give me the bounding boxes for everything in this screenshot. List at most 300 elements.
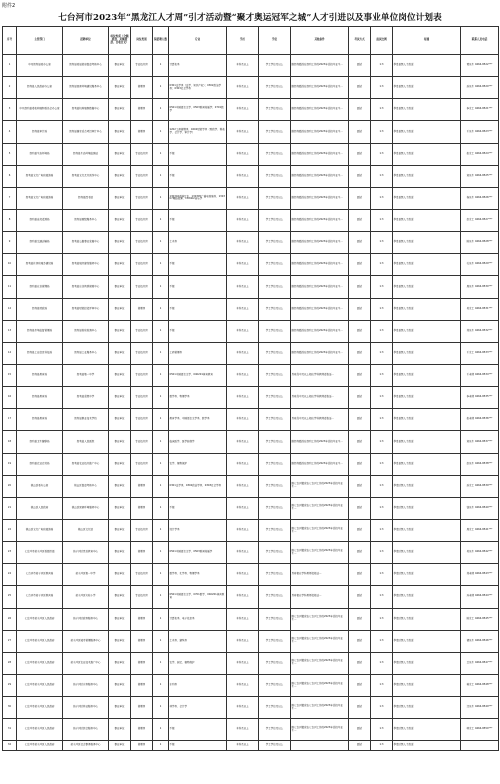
cell-row-number: 29 xyxy=(3,674,17,696)
cell-unit-type: 事业单位 xyxy=(109,99,131,121)
cell-department: 勃利县工业信息科技局 xyxy=(17,342,63,364)
cell-education: 本科及以上 xyxy=(227,209,259,231)
cell-benefits: 享受县级人才政策 xyxy=(393,364,461,386)
cell-unit-type: 事业单位 xyxy=(109,254,131,276)
cell-education: 本科及以上 xyxy=(227,320,259,342)
cell-unit-type: 事业单位 xyxy=(109,741,131,751)
cell-degree: 学士学位及以上 xyxy=(259,564,291,586)
cell-department: 七台河市茄子河区人民政府 xyxy=(17,741,63,751)
cell-unit-type: 事业单位 xyxy=(109,431,131,453)
cell-row-number: 6 xyxy=(3,165,17,187)
cell-interview-ratio: 1:3 xyxy=(371,55,393,77)
cell-exam-method: 面试 xyxy=(349,586,371,608)
cell-position-type: 管理岗 xyxy=(131,298,153,320)
cell-department: 勃利县教育局 xyxy=(17,387,63,409)
cell-major: 数学类、物理学类 xyxy=(169,387,227,409)
cell-row-number: 18 xyxy=(3,431,17,453)
cell-contact: 张女士 0464-8524*** xyxy=(461,143,499,165)
cell-employer: 勃利县营商环境建设服务中心 xyxy=(63,77,109,99)
column-header: 拟招聘人数 xyxy=(153,27,169,55)
cell-position-type: 专业技术岗 xyxy=(131,165,153,187)
cell-position-type: 管理岗 xyxy=(131,608,153,630)
cell-degree: 学士学位及以上 xyxy=(259,719,291,741)
cell-position-type: 专业技术岗 xyxy=(131,320,153,342)
cell-department: 七台河市茄子河区人民政府 xyxy=(17,630,63,652)
cell-degree: 学士学位及以上 xyxy=(259,431,291,453)
cell-department: 七台河市茄子河区教育局 xyxy=(17,564,63,586)
cell-contact: 郑老师 0464-8543*** xyxy=(461,564,499,586)
cell-contact xyxy=(461,741,499,751)
cell-unit-type: 事业单位 xyxy=(109,608,131,630)
cell-department: 七台河市茄子河区人民政府 xyxy=(17,608,63,630)
cell-exam-method: 面试 xyxy=(349,187,371,209)
cell-department: 勃利县农业农村局 xyxy=(17,453,63,475)
cell-contact: 郑先生 0464-8532*** xyxy=(461,320,499,342)
cell-exam-method: 面试 xyxy=(349,697,371,719)
cell-department: 勃利县教育局 xyxy=(17,364,63,386)
cell-hire-count: 1 xyxy=(153,409,169,431)
cell-employer: 勃利县公路事业发展中心 xyxy=(63,232,109,254)
cell-employer: 茄子河区综合服务中心 xyxy=(63,719,109,741)
cell-education: 本科及以上 xyxy=(227,165,259,187)
table-row xyxy=(3,542,499,564)
column-header: 面试比例 xyxy=(371,27,393,55)
cell-employer: 勃利县国家重点项目审计中心 xyxy=(63,121,109,143)
cell-education: 本科及以上 xyxy=(227,298,259,320)
cell-degree: 学士学位及以上 xyxy=(259,320,291,342)
cell-major: 农学、园艺、植物保护 xyxy=(169,652,227,674)
cell-employer: 勃利县图书馆 xyxy=(63,187,109,209)
cell-hire-count: 1 xyxy=(153,165,169,187)
cell-position-type: 管理岗 xyxy=(131,542,153,564)
cell-benefits: 享受县级人才政策 xyxy=(393,99,461,121)
cell-other-requirements: 限七台河籍或在七台河工作的2023年高校毕业生... xyxy=(291,719,349,741)
column-header: 联系人及电话 xyxy=(461,27,499,55)
table-row xyxy=(3,254,499,276)
cell-benefits: 享受县级人才政策 xyxy=(393,409,461,431)
cell-hire-count: 1 xyxy=(153,121,169,143)
cell-interview-ratio: 1:3 xyxy=(371,298,393,320)
cell-major: 0501中国语言文学、0503新闻传播学 xyxy=(169,542,227,564)
cell-degree: 学士学位及以上 xyxy=(259,165,291,187)
cell-position-type: 管理岗 xyxy=(131,697,153,719)
cell-position-type: 管理岗 xyxy=(131,719,153,741)
cell-hire-count: 1 xyxy=(153,364,169,386)
cell-interview-ratio: 1:3 xyxy=(371,630,393,652)
cell-row-number: 30 xyxy=(3,697,17,719)
cell-position-type: 专业技术岗 xyxy=(131,519,153,541)
cell-interview-ratio: 1:3 xyxy=(371,143,393,165)
cell-benefits: 享受县级人才政策 xyxy=(393,342,461,364)
cell-major: 不限 xyxy=(169,276,227,298)
column-header: 其他条件 xyxy=(291,27,349,55)
cell-employer: 茄子河区政务服务中心 xyxy=(63,608,109,630)
cell-position-type: 专业技术岗 xyxy=(131,342,153,364)
cell-department: 勃利县应急管理局 xyxy=(17,276,63,298)
cell-benefits: 享受县级人才政策 xyxy=(393,121,461,143)
cell-education: 本科及以上 xyxy=(227,387,259,409)
cell-education: 本科及以上 xyxy=(227,187,259,209)
cell-interview-ratio: 1:3 xyxy=(371,320,393,342)
cell-major: 不限 xyxy=(169,298,227,320)
cell-employer: 勃利县测绘服务中心 xyxy=(63,209,109,231)
cell-unit-type: 事业单位 xyxy=(109,475,131,497)
cell-exam-method: 面试 xyxy=(349,342,371,364)
cell-unit-type: 事业单位 xyxy=(109,497,131,519)
cell-major: 0301法学类（法学、知识产权）；0302政治学类；0303社会学类 xyxy=(169,77,227,99)
cell-row-number: 3 xyxy=(3,99,17,121)
cell-row-number: 31 xyxy=(3,719,17,741)
cell-degree: 学士学位及以上 xyxy=(259,453,291,475)
cell-hire-count: 1 xyxy=(153,77,169,99)
cell-benefits: 享受县级人才政策 xyxy=(393,254,461,276)
cell-other-requirements: 限勃利籍或在勃利工作的2023年高校毕业生... xyxy=(291,298,349,320)
cell-employer: 桃山区文化馆 xyxy=(63,519,109,541)
cell-major: 130302表演艺术、130305广播电视编导、130307舞蹈表演、130402音乐学 xyxy=(169,187,227,209)
cell-benefits: 享受区级人才政策 xyxy=(393,719,461,741)
cell-employer: 勃利县高级中学 xyxy=(63,387,109,409)
cell-position-type: 专业技术岗 xyxy=(131,254,153,276)
cell-employer: 勃利县财政投资评审中心 xyxy=(63,298,109,320)
cell-row-number: 14 xyxy=(3,342,17,364)
cell-contact: 冯老师 0464-8544*** xyxy=(461,586,499,608)
cell-other-requirements: 限勃利籍或在勃利工作的2023年高校毕业生... xyxy=(291,232,349,254)
cell-hire-count: 1 xyxy=(153,99,169,121)
cell-employer: 勃利县委县政府督查考核中心 xyxy=(63,55,109,77)
cell-interview-ratio: 1:3 xyxy=(371,99,393,121)
cell-other-requirements: 限七台河籍或在七台河工作的2023年高校毕业生... xyxy=(291,652,349,674)
cell-other-requirements: 限勃利籍或在勃利工作的2023年高校毕业生... xyxy=(291,187,349,209)
cell-degree: 学士学位及以上 xyxy=(259,209,291,231)
cell-position-type: 管理岗 xyxy=(131,652,153,674)
table-row xyxy=(3,431,499,453)
cell-position-type: 专业技术岗 xyxy=(131,209,153,231)
table-row xyxy=(3,719,499,741)
cell-degree: 学士学位及以上 xyxy=(259,77,291,99)
cell-row-number: 9 xyxy=(3,232,17,254)
table-row xyxy=(3,674,499,696)
cell-degree: 学士学位及以上 xyxy=(259,497,291,519)
table-row xyxy=(3,165,499,187)
table-row xyxy=(3,121,499,143)
cell-interview-ratio: 1:3 xyxy=(371,497,393,519)
cell-other-requirements: 具有高中及以上相应学科教师资格证... xyxy=(291,364,349,386)
cell-employer: 茄子河区实验小学 xyxy=(63,586,109,608)
cell-exam-method: 面试 xyxy=(349,276,371,298)
cell-other-requirements: 限勃利籍或在勃利工作的2023年高校毕业生... xyxy=(291,209,349,231)
cell-employer: 勃利县检验检测中心 xyxy=(63,320,109,342)
cell-employer: 茄子河区林业服务中心 xyxy=(63,697,109,719)
cell-exam-method: 面试 xyxy=(349,165,371,187)
cell-interview-ratio: 1:3 xyxy=(371,475,393,497)
cell-employer: 勃利县人民医院 xyxy=(63,431,109,453)
cell-contact: 王女士 0464-8533*** xyxy=(461,342,499,364)
cell-contact: 钱先生 0464-8540*** xyxy=(461,497,499,519)
cell-benefits: 享受县级人才政策 xyxy=(393,143,461,165)
cell-row-number: 8 xyxy=(3,209,17,231)
cell-unit-type: 事业单位 xyxy=(109,77,131,99)
cell-education: 本科及以上 xyxy=(227,342,259,364)
cell-other-requirements: 限勃利籍或在勃利工作的2023年高校毕业生... xyxy=(291,55,349,77)
cell-hire-count: 1 xyxy=(153,564,169,586)
table-row xyxy=(3,364,499,386)
cell-employer: 勃利县城市建设服务中心 xyxy=(63,254,109,276)
cell-department: 勃利县交通运输局 xyxy=(17,232,63,254)
cell-benefits: 享受县级人才政策 xyxy=(393,320,461,342)
cell-position-type: 管理岗 xyxy=(131,99,153,121)
cell-department: 七台河市茄子河区人民政府 xyxy=(17,652,63,674)
cell-unit-type: 事业单位 xyxy=(109,276,131,298)
cell-hire-count: 1 xyxy=(153,298,169,320)
cell-exam-method: 面试 xyxy=(349,409,371,431)
table-row xyxy=(3,630,499,652)
cell-employer: 茄子河区农业技术推广中心 xyxy=(63,652,109,674)
cell-major: 不限 xyxy=(169,254,227,276)
cell-major: 0501中国语言文学、0503新闻传播学；0701数学 xyxy=(169,99,227,121)
table-row xyxy=(3,232,499,254)
cell-row-number: 10 xyxy=(3,254,17,276)
cell-unit-type: 事业单位 xyxy=(109,320,131,342)
cell-interview-ratio: 1:3 xyxy=(371,697,393,719)
cell-other-requirements: 限勃利籍或在勃利工作的2023年高校毕业生... xyxy=(291,431,349,453)
cell-position-type: 管理岗 xyxy=(131,630,153,652)
table-row xyxy=(3,143,499,165)
cell-education: 本科及以上 xyxy=(227,741,259,751)
cell-interview-ratio: 1:3 xyxy=(371,409,393,431)
cell-exam-method: 面试 xyxy=(349,298,371,320)
cell-exam-method: 面试 xyxy=(349,320,371,342)
cell-contact: 赵女士 0464-8527*** xyxy=(461,209,499,231)
cell-exam-method: 面试 xyxy=(349,387,371,409)
cell-other-requirements: 具有相应学科教师资格证... xyxy=(291,564,349,586)
cell-exam-method: 面试 xyxy=(349,77,371,99)
cell-department: 七台河市茄子河区教育局 xyxy=(17,586,63,608)
cell-interview-ratio: 1:3 xyxy=(371,431,393,453)
cell-contact: 刘先生 0464-8537*** xyxy=(461,431,499,453)
cell-row-number: 28 xyxy=(3,652,17,674)
cell-exam-method: 面试 xyxy=(349,364,371,386)
cell-degree: 学士学位及以上 xyxy=(259,232,291,254)
cell-row-number: 23 xyxy=(3,542,17,564)
cell-benefits: 享受区级人才政策 xyxy=(393,697,461,719)
table-row xyxy=(3,475,499,497)
cell-major: 不限 xyxy=(169,143,227,165)
cell-interview-ratio: 1:3 xyxy=(371,519,393,541)
cell-row-number: 11 xyxy=(3,276,17,298)
column-header: 招聘单位 xyxy=(63,27,109,55)
cell-position-type: 专业技术岗 xyxy=(131,409,153,431)
table-row xyxy=(3,564,499,586)
cell-hire-count: 1 xyxy=(153,652,169,674)
cell-unit-type: 事业单位 xyxy=(109,542,131,564)
table-row xyxy=(3,497,499,519)
cell-exam-method: 面试 xyxy=(349,475,371,497)
cell-department: 勃利县住房和城乡建设局 xyxy=(17,254,63,276)
cell-major: 土木类、建筑类 xyxy=(169,630,227,652)
cell-exam-method: 面试 xyxy=(349,232,371,254)
cell-contact: 卫先生 0464-8547*** xyxy=(461,652,499,674)
cell-contact: 沈先生 0464-8549*** xyxy=(461,697,499,719)
cell-contact: 褚先生 0464-8546*** xyxy=(461,630,499,652)
cell-education: 本科及以上 xyxy=(227,276,259,298)
cell-hire-count: 1 xyxy=(153,586,169,608)
cell-employer: 勃利县工业服务中心 xyxy=(63,342,109,364)
cell-other-requirements: 限七台河籍或在七台河工作的2023年高校毕业生... xyxy=(291,608,349,630)
cell-education: 本科及以上 xyxy=(227,586,259,608)
cell-exam-method: 面试 xyxy=(349,652,371,674)
cell-major: 计算机类、电子信息类 xyxy=(169,608,227,630)
cell-contact: 孙女士 0464-8539*** xyxy=(461,475,499,497)
cell-exam-method: 面试 xyxy=(349,453,371,475)
table-row xyxy=(3,652,499,674)
cell-position-type: 专业技术岗 xyxy=(131,586,153,608)
cell-row-number: 15 xyxy=(3,364,17,386)
cell-hire-count: 1 xyxy=(153,431,169,453)
cell-major: 不限 xyxy=(169,209,227,231)
cell-row-number: 5 xyxy=(3,143,17,165)
cell-education: 本科及以上 xyxy=(227,121,259,143)
cell-department: 勃利县文化广电和旅游局 xyxy=(17,187,63,209)
cell-benefits: 享受区级人才政策 xyxy=(393,652,461,674)
cell-department: 勃利县自然资源局 xyxy=(17,209,63,231)
cell-hire-count: 1 xyxy=(153,320,169,342)
cell-other-requirements: 限勃利籍或在勃利工作的2023年高校毕业生... xyxy=(291,342,349,364)
table-row xyxy=(3,99,499,121)
cell-other-requirements: 限七台河籍或在七台河工作的2023年高校毕业生... xyxy=(291,519,349,541)
cell-row-number: 21 xyxy=(3,497,17,519)
cell-major: 土木类 xyxy=(169,232,227,254)
table-row xyxy=(3,453,499,475)
cell-exam-method: 面试 xyxy=(349,741,371,751)
cell-interview-ratio: 1:3 xyxy=(371,342,393,364)
cell-degree: 学士学位及以上 xyxy=(259,475,291,497)
cell-other-requirements: 限七台河籍或在七台河工作的2023年高校毕业生... xyxy=(291,475,349,497)
cell-employer: 勃利县职业技术学校 xyxy=(63,409,109,431)
cell-degree: 学士学位及以上 xyxy=(259,364,291,386)
cell-benefits: 享受区级人才政策 xyxy=(393,630,461,652)
column-header: 岗位类别 xyxy=(131,27,153,55)
cell-major: 0501中国语言文学、040201体育教育 xyxy=(169,364,227,386)
cell-department: 七台河市茄子河区人民政府 xyxy=(17,697,63,719)
cell-exam-method: 面试 xyxy=(349,719,371,741)
cell-benefits: 享受县级人才政策 xyxy=(393,77,461,99)
cell-benefits: 享受县级人才政策 xyxy=(393,55,461,77)
cell-major: 不限 xyxy=(169,741,227,751)
cell-other-requirements: 限勃利籍或在勃利工作的2023年高校毕业生... xyxy=(291,254,349,276)
cell-major: 工商管理类 xyxy=(169,342,227,364)
cell-major: 0501中国语言文学、0701数学、040201体育教育 xyxy=(169,586,227,608)
cell-unit-type: 事业单位 xyxy=(109,453,131,475)
cell-hire-count: 1 xyxy=(153,608,169,630)
cell-major: 水利类 xyxy=(169,674,227,696)
cell-contact: 蒋女士 0464-8548*** xyxy=(461,674,499,696)
cell-degree: 学士学位及以上 xyxy=(259,276,291,298)
cell-hire-count: 1 xyxy=(153,209,169,231)
column-header: 学历 xyxy=(227,27,259,55)
cell-department: 勃利县人民政府办公室 xyxy=(17,77,63,99)
cell-position-type: 专业技术岗 xyxy=(131,276,153,298)
cell-position-type: 专业技术岗 xyxy=(131,431,153,453)
cell-unit-type: 事业单位 xyxy=(109,674,131,696)
cell-other-requirements: 限七台河籍或在七台河工作的2023年高校毕业生... xyxy=(291,497,349,519)
cell-degree: 学士学位及以上 xyxy=(259,630,291,652)
cell-contact: 王老师 0464-8534*** xyxy=(461,364,499,386)
cell-exam-method: 面试 xyxy=(349,209,371,231)
column-header: 单位性质（全额拨款、差额拨款、自收自支） xyxy=(109,27,131,55)
column-header: 序号 xyxy=(3,27,17,55)
cell-exam-method: 面试 xyxy=(349,519,371,541)
cell-other-requirements: 限七台河籍或在七台河工作的2023年高校毕业生... xyxy=(291,697,349,719)
cell-row-number: 22 xyxy=(3,519,17,541)
cell-position-type: 专业技术岗 xyxy=(131,143,153,165)
cell-contact: 周女士 0464-8541*** xyxy=(461,519,499,541)
cell-benefits: 享受区级人才政策 xyxy=(393,564,461,586)
cell-contact: 刘先生 0464-8525*** xyxy=(461,165,499,187)
cell-benefits: 享受区级人才政策 xyxy=(393,608,461,630)
cell-benefits: 享受区级人才政策 xyxy=(393,475,461,497)
column-header: 待遇 xyxy=(393,27,461,55)
cell-degree: 学士学位及以上 xyxy=(259,608,291,630)
cell-other-requirements xyxy=(291,741,349,751)
cell-unit-type: 事业单位 xyxy=(109,364,131,386)
cell-department: 桃山区文化广电和旅游局 xyxy=(17,519,63,541)
cell-education: 本科及以上 xyxy=(227,77,259,99)
cell-row-number: 25 xyxy=(3,586,17,608)
cell-row-number: 2 xyxy=(3,77,17,99)
page-title: 七台河市2023年“黑龙江人才周”引才活动暨“聚才奥运冠军之城”人才引进以及事业单位岗位计划表 xyxy=(58,13,442,23)
cell-benefits: 享受县级人才政策 xyxy=(393,431,461,453)
cell-exam-method: 面试 xyxy=(349,564,371,586)
cell-major: 临床医学、医学影像学 xyxy=(169,431,227,453)
cell-unit-type: 事业单位 xyxy=(109,342,131,364)
cell-other-requirements: 具有高中及以上相应学科教师资格证... xyxy=(291,409,349,431)
table-row xyxy=(3,298,499,320)
cell-education: 本科及以上 xyxy=(227,364,259,386)
cell-employer: 茄子河区社会事务服务中心 xyxy=(63,741,109,751)
cell-degree: 学士学位及以上 xyxy=(259,387,291,409)
cell-education: 本科及以上 xyxy=(227,542,259,564)
cell-interview-ratio: 1:3 xyxy=(371,209,393,231)
cell-employer: 茄子河区城市管理服务中心 xyxy=(63,630,109,652)
cell-exam-method: 面试 xyxy=(349,143,371,165)
cell-position-type: 管理岗 xyxy=(131,741,153,751)
cell-benefits: 享受县级人才政策 xyxy=(393,276,461,298)
table-row xyxy=(3,519,499,541)
cell-contact: 王先生 0464-8523*** xyxy=(461,121,499,143)
cell-major: 不限 xyxy=(169,719,227,741)
cell-position-type: 管理岗 xyxy=(131,121,153,143)
cell-other-requirements: 限勃利籍或在勃利工作的2023年高校毕业生... xyxy=(291,143,349,165)
cell-hire-count: 1 xyxy=(153,719,169,741)
cell-major: 数学类、化学类、物理学类 xyxy=(169,564,227,586)
cell-degree: 学士学位及以上 xyxy=(259,519,291,541)
cell-position-type: 管理岗 xyxy=(131,497,153,519)
cell-other-requirements: 限勃利籍或在勃利工作的2023年高校毕业生... xyxy=(291,320,349,342)
cell-employer: 桃山区营商环境服务中心 xyxy=(63,497,109,519)
cell-interview-ratio: 1:3 xyxy=(371,77,393,99)
cell-hire-count: 1 xyxy=(153,497,169,519)
cell-education: 本科及以上 xyxy=(227,674,259,696)
cell-contact: 吴先生 0464-8542*** xyxy=(461,542,499,564)
cell-employer: 桃山区督查考核中心 xyxy=(63,475,109,497)
cell-benefits: 享受县级人才政策 xyxy=(393,387,461,409)
cell-row-number: 4 xyxy=(3,121,17,143)
cell-unit-type: 事业单位 xyxy=(109,630,131,652)
cell-interview-ratio: 1:3 xyxy=(371,719,393,741)
cell-exam-method: 面试 xyxy=(349,674,371,696)
cell-other-requirements: 具有相应学科教师资格证... xyxy=(291,586,349,608)
attachment-label: 附件2 xyxy=(2,3,16,9)
